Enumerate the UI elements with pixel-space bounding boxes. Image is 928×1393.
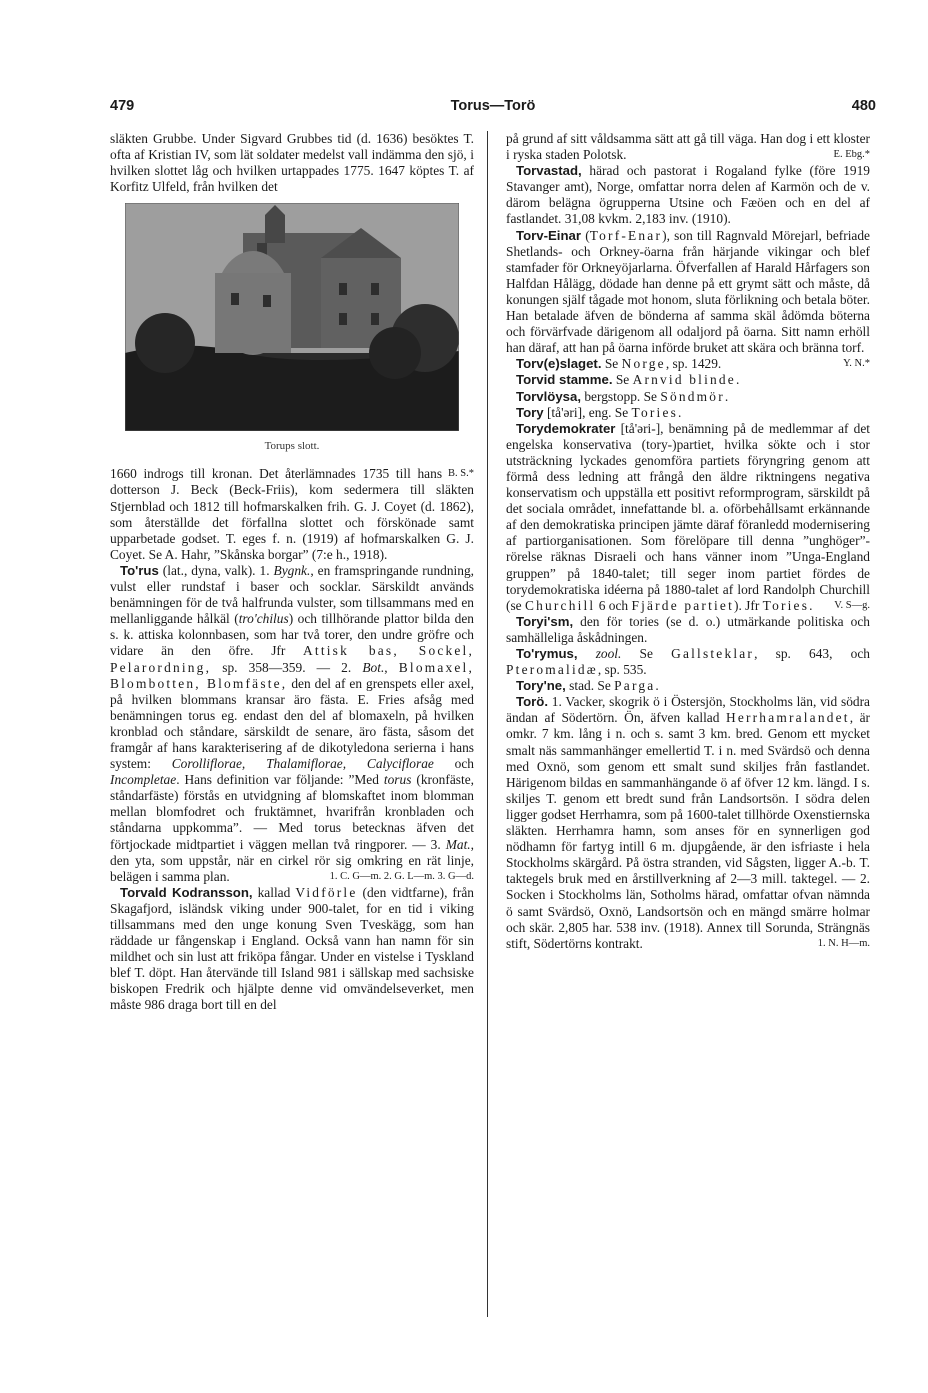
author-signature: 1. C. G—m. 2. G. L—m. 3. G—d. xyxy=(329,870,474,882)
right-column xyxy=(506,131,870,1331)
entry-torvid-stamme: Torvid stamme. Se Arnvid blinde. xyxy=(516,372,740,388)
entry-torymus: To'rymus, zool. Se Gallsteklar, sp. 643, och Pteromalidæ, sp. 535. xyxy=(506,646,870,678)
running-title: Torus—Torö xyxy=(450,98,536,114)
headword-torymus: To'rymus, xyxy=(516,646,578,661)
photo-caption: Torups slott. xyxy=(264,440,320,453)
entry-torus: To'rus (lat., dyna, valk). 1. Bygnk., en framspringande rundning, vulst eller rundstaf i baser och socklar. Särskildt används benämningen för de två halfrunda vulster, som tillsammans med en mellanliggande hålkäl (tro'chilus) och tillhörande plattor bilda den s. k. attiska kolonnbasen, som har två torer, den undre gröfre och vidare än den öfre. Jfr Attisk bas, Sockel, Pelarordning, sp. 358—359. — 2. Bot., Blomaxel, Blombotten, Blomfäste, den del af en grenspets eller axel, på hvilken blommans kransar äro fästa. E. Fries afsåg med benämningen torus eg. endast den del af blomaxeln, på hvilken kronblad och ståndare, särskildt de senare, äro fästa, såsom det framgår af hans karakterisering af de dikotyledona serierna i hans system: Corolliflorae, Thalamiflorae, Calyciflorae och Incompletae. Hans definition var följande: ”Med torus (kronfäste, ståndarfäste) förstås en utvidgning af blomskaftet inom blomman mellan blomfodret och fruktämnet, hvarifrån kronbladen och ståndarna uppkomma”. — Med torus betecknas äfven det förtjockade midtpartiet i väggen mellan två ringporer. — 3. Mat., den yta, som uppstår, när en cirkel rör sig omkring en rät linje, belägen i samma plan. 1. C. G—m. 2. G. L—m. 3. G—d. xyxy=(110,562,474,884)
headword-torvid-stamme: Torvid stamme. xyxy=(516,372,613,388)
entry-toro: Torö. 1. Vacker, skogrik ö i Östersjön, Stockholms län, vid södra ändan af Södertörn. Ön, äfven kallad Herrhamralandet, är omkr. 7 km. lång i n. och s. samt 3 km. bred. Genom ett mycket smalt näs sammanhänger emellertid T. i n. med Svärdsö och denna med Oxnö, som genom ett smalt sund skiljes från fastlandet. Härigenom bildas en sammanhängande ö af öfver 12 km. längd. I s. skiljes T. genom ett bredt sund från Landsortsön. I södra delen ligger godset Herrhamra, som på 1600-talet tillhörde Oxenstiernska släkten. Herrhamra hamn, som anses för en synnerligen god nödhamn för fartyg intill 6 m. djupgående, är den isfriaste i hela Stockholms skärgård. På östra stranden, vid Sågsten, ligger A.-b. T. taktegels bruk med en årstillverkning af 2—3 mill. taktegel. — 2. Socken i Stockholms län, Sotholms härad, omfattar ofvan nämnda ö samt Svärdsö, Oxnö, Landsortsön och en mängd smärre holmar och skär. 2,805 har. 538 inv. (1918). Annex till Sorunda, Strängnäs stift, Södertörns kontrakt. 1. N. H—m. xyxy=(506,694,870,951)
torup-text-end: B. S.* 1660 indrogs till kronan. Det återlämnades 1735 till hans dotterson J. Beck (Beck-Friis), kom sedermera till släkten Stjernblad och 1812 till hofmarskalken frih. G. J. Coyet (d. 1862), som återställde det förfallna slottet och förskönade samt upparbetade godset. T. eges f. n. (1919) af hofmarskalken G. J. Coyet. Se A. Hahr, ”Skånska borgar” (7:e h., 1918). xyxy=(110,466,474,562)
entry-torvloysa: Torvlöysa, bergstopp. Se Söndmör. xyxy=(516,388,729,404)
torup-text-start: släkten Grubbe. Under Sigvard Grubbes tid (d. 1636) besöktes T. ofta af Kristian IV, som lät soldater medelst vall indämma den sjö, i hvilken slottet låg och hvilken urtappades 1775. 1647 köptes T. af Korfitz Ulfeld, från hvilken det xyxy=(110,131,474,195)
headword-torv-einar: Torv-Einar xyxy=(516,227,581,243)
entry-torydemokrater: Torydemokrater [tå'əri-], benämning på de medlemmar af det engelska konservativa (tory-)partiet, hvilka sökte och i stor utsträckning lyckades genomföra partiets föryngring genom att förmå dess ledning att frångå den äldre riktningens negativa konservatism och uppställa ett positivt reformprogram, särskildt på det sociala området, innefattande bl. a. oförbehållsamt erkännande af den demokratiska principen jämte däraf föranledd modernisering af partiorganisationen. Som förelöpare till denna ”unghöger”-rörelse räknas Disraeli och hans vänner inom ”Unga-England gruppen” på 1840-talet; till seger inom partiet fördes de torydemokratiska idéerna på 1880-talet af lord Randolph Churchill (se Churchill 6 och Fjärde partiet). Jfr Tories. V. S—g. xyxy=(506,420,870,613)
headword-torvloysa: Torvlöysa, xyxy=(516,388,581,404)
torvald-text-end: på grund af sitt våldsamma sätt att gå till väga. Han dog i ett kloster i ryska staden Polotsk. E. Ebg.* xyxy=(506,131,870,163)
headword-toro: Torö. xyxy=(516,694,548,710)
author-signature: Y. N.* xyxy=(843,358,870,370)
page-number-left: 479 xyxy=(110,98,135,114)
headword-torvald-kodransson: Torvald Kodransson, xyxy=(120,884,253,900)
entry-tory: Tory [tå'əri], eng. Se Tories. xyxy=(516,404,682,420)
torups-slott-photo xyxy=(125,203,459,431)
author-signature: 1. N. H—m. xyxy=(817,937,870,949)
entry-torv-einar: Torv-Einar (Torf-Enar), son till Ragnvald Mörejarl, befriade Shetlands- och Orkney-öarna från härjande vikingar och blef stamfader för Orkneyöjarlarna. Öfverfallen af Harald Hårfagers son Halfdan Hålägg, dödade han denne på ett grymt sätt och måste, då konungen själf tågade mot honom, sluta förlikning och betala böter. Han betalade äfven de bönderna af samma skäl ådömda böterna och förvärfvade därigenom all odaljord på öarna. Sitt namn erhöll han däraf, att han på öarna införde bruket att skära och bränna torf. Y. N.* xyxy=(506,228,870,357)
author-signature: E. Ebg.* xyxy=(833,149,870,161)
column-divider xyxy=(487,131,488,1317)
headword-torveslaget: Torv(e)slaget. xyxy=(516,356,602,372)
page-number-right: 480 xyxy=(851,98,876,114)
headword-torydemokrater: Torydemokrater xyxy=(516,420,616,436)
headword-toryism: Toryi'sm, xyxy=(516,613,574,629)
entry-toryne: Tory'ne, stad. Se Parga. xyxy=(516,678,659,694)
author-signature: B. S.* xyxy=(448,468,474,480)
entry-torvald-kodransson: Torvald Kodransson, kallad Vidförle (den vidtfarne), från Skagafjord, isländsk viking under 900-talet, for en tid i viking tillsammans med den unge konung Sven Tveskägg, som han räddade ur fångenskap i England. Också vann han namn för sin mildhet och sin lust att friköpa fångar. Under en vistelse i Tyskland blef T. döpt. Han återvände till Island 981 i sällskap med sachsiske biskopen Fredrik och hjälpte denne vid omvändelseverket, men måste 986 draga bort till en del xyxy=(110,884,474,1013)
entry-torveslaget: Torv(e)slaget. Se Norge, sp. 1429. xyxy=(516,356,722,372)
headword-toryne: Tory'ne, xyxy=(516,678,566,694)
headword-torvastad: Torvastad, xyxy=(516,163,582,179)
left-column xyxy=(110,131,474,1331)
entry-torvastad: Torvastad, härad och pastorat i Rogaland fylke (före 1919 Stavanger amt), Norge, omfattar norra delen af Karmön och de v. därom belägna ögrupperna Utsine och Fæöen och en del af fastlandet. 31,08 kvkm. 2,183 inv. (1910). xyxy=(506,163,870,227)
entry-toryism: Toryi'sm, den för tories (se d. o.) utmärkande politiska och samhälleliga åskådningen. xyxy=(506,613,870,645)
castle-illustration xyxy=(125,203,459,431)
author-signature: V. S—g. xyxy=(834,599,870,611)
headword-tory: Tory xyxy=(516,404,544,420)
headword-torus: To'rus xyxy=(120,562,159,578)
page-header xyxy=(110,98,876,118)
